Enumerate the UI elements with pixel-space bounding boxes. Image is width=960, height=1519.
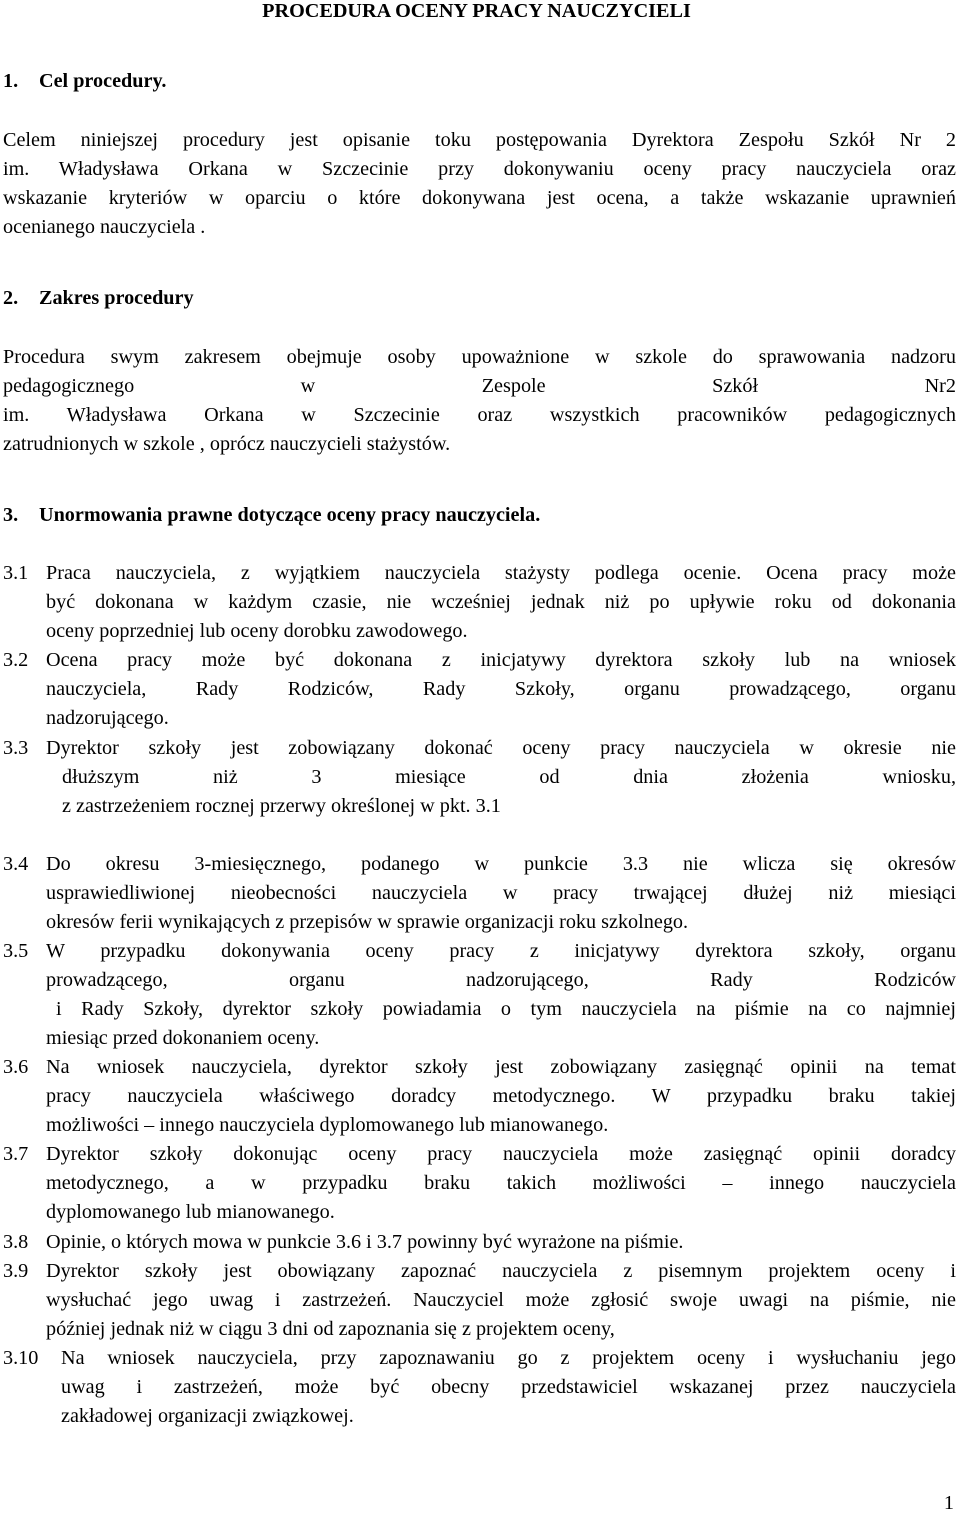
item-line: Na wniosek nauczyciela, dyrektor szkoły jest zobowiązany zasięgnąć opinii na temat — [46, 1056, 956, 1078]
section-title: Unormowania prawne dotyczące oceny pracy nauczyciela. — [39, 504, 541, 526]
item-line: dyplomowanego lub mianowanego. — [46, 1201, 335, 1223]
item-line: nadzorującego. — [46, 707, 169, 729]
item-line: później jednak niż w ciągu 3 dni od zapoznania się z projektem oceny, — [46, 1318, 615, 1340]
item-line: uwag i zastrzeżeń, może być obecny przedstawiciel wskazanej przez nauczyciela — [61, 1376, 956, 1398]
item-number: 3.3 — [3, 737, 29, 759]
item-number: 3.6 — [3, 1056, 29, 1078]
item-line: Praca nauczyciela, z wyjątkiem nauczyciela stażysty podlega ocenie. Ocena pracy może — [46, 562, 956, 584]
section-1-paragraph — [3, 126, 956, 242]
paragraph-line: im. Władysława Orkana w Szczecinie przy dokonywaniu oceny pracy nauczyciela oraz — [3, 158, 956, 180]
section-title: Zakres procedury — [39, 287, 194, 309]
item-line: możliwości – innego nauczyciela dyplomowanego lub mianowanego. — [46, 1114, 609, 1136]
item-number: 3.7 — [3, 1143, 29, 1165]
paragraph-line: Celem niniejszej procedury jest opisanie toku postępowania Dyrektora Zespołu Szkół Nr 2 — [3, 129, 956, 151]
item-number: 3.1 — [3, 562, 29, 584]
item-number: 3.5 — [3, 940, 29, 962]
section-title: Cel procedury. — [39, 70, 167, 92]
item-number: 3.10 — [3, 1347, 39, 1369]
item-line: być dokonana w każdym czasie, nie wcześniej jednak niż po upływie roku od dokonania — [46, 591, 956, 613]
item-line: Opinie, o których mowa w punkcie 3.6 i 3.7 powinny być wyrażone na piśmie. — [46, 1231, 684, 1253]
item-line: Ocena pracy może być dokonana z inicjatywy dyrektora szkoły lub na wniosek — [46, 649, 956, 671]
paragraph-line: wskazanie kryteriów w oparciu o które dokonywana jest ocena, a także wskazanie uprawnień — [3, 187, 956, 209]
section-2-heading — [3, 284, 194, 313]
item-line: Dyrektor szkoły dokonując oceny pracy nauczyciela może zasięgnąć opinii doradcy — [46, 1143, 956, 1165]
item-number: 3.8 — [3, 1231, 29, 1253]
section-1-heading — [3, 67, 166, 96]
section-2-paragraph — [3, 343, 956, 459]
item-line: okresów ferii wynikających z przepisów w sprawie organizacji roku szkolnego. — [46, 911, 689, 933]
item-line: wysłuchać jego uwag i zastrzeżeń. Nauczyciel może zgłosić swoje uwagi na piśmie, nie — [46, 1289, 956, 1311]
document-title: PROCEDURA OCENY PRACY NAUCZYCIELI — [262, 0, 691, 22]
page-number: 1 — [943, 1492, 954, 1514]
item-line: nauczyciela, Rady Rodziców, Rady Szkoły, organu prowadzącego, organu — [46, 678, 956, 700]
item-line: zakładowej organizacji związkowej. — [61, 1405, 354, 1427]
item-line: z zastrzeżeniem rocznej przerwy określonej w pkt. 3.1 — [62, 795, 501, 817]
paragraph-line: pedagogicznego w Zespole Szkół Nr2 — [3, 375, 956, 397]
section-number: 3. — [3, 504, 19, 526]
item-line: Dyrektor szkoły jest zobowiązany dokonać oceny pracy nauczyciela w okresie nie — [46, 737, 956, 759]
paragraph-line: Procedura swym zakresem obejmuje osoby upoważnione w szkole do sprawowania nadzoru — [3, 346, 956, 368]
item-line: Na wniosek nauczyciela, przy zapoznawaniu go z projektem oceny i wysłuchaniu jego — [61, 1347, 956, 1369]
item-line: usprawiedliwionej nieobecności nauczyciela w pracy trwającej dłużej niż miesiąci — [46, 882, 956, 904]
section-3-heading — [3, 501, 540, 530]
item-number: 3.4 — [3, 853, 29, 875]
item-line: Do okresu 3-miesięcznego, podanego w punkcie 3.3 nie wlicza się okresów — [46, 853, 956, 875]
item-line: oceny poprzedniej lub oceny dorobku zawodowego. — [46, 620, 468, 642]
item-line: dłuższym niż 3 miesiące od dnia złożenia wniosku, — [62, 766, 956, 788]
item-line: miesiąc przed dokonaniem oceny. — [46, 1027, 320, 1049]
item-line: i Rady Szkoły, dyrektor szkoły powiadamia o tym nauczyciela na piśmie na co najmniej — [56, 998, 956, 1020]
item-line: metodycznego, a w przypadku braku takich możliwości – innego nauczyciela — [46, 1172, 956, 1194]
paragraph-line: im. Władysława Orkana w Szczecinie oraz wszystkich pracowników pedagogicznych — [3, 404, 956, 426]
item-number: 3.9 — [3, 1260, 29, 1282]
section-number: 1. — [3, 70, 19, 92]
item-line: Dyrektor szkoły jest obowiązany zapoznać nauczyciela z pisemnym projektem oceny i — [46, 1260, 956, 1282]
item-line: W przypadku dokonywania oceny pracy z inicjatywy dyrektora szkoły, organu — [46, 940, 956, 962]
paragraph-line: zatrudnionych w szkole , oprócz nauczycieli stażystów. — [3, 433, 451, 455]
item-number: 3.2 — [3, 649, 29, 671]
section-number: 2. — [3, 287, 19, 309]
item-line: prowadzącego, organu nadzorującego, Rady Rodziców — [46, 969, 956, 991]
paragraph-line: ocenianego nauczyciela . — [3, 216, 206, 238]
item-line: pracy nauczyciela właściwego doradcy metodycznego. W przypadku braku takiej — [46, 1085, 956, 1107]
